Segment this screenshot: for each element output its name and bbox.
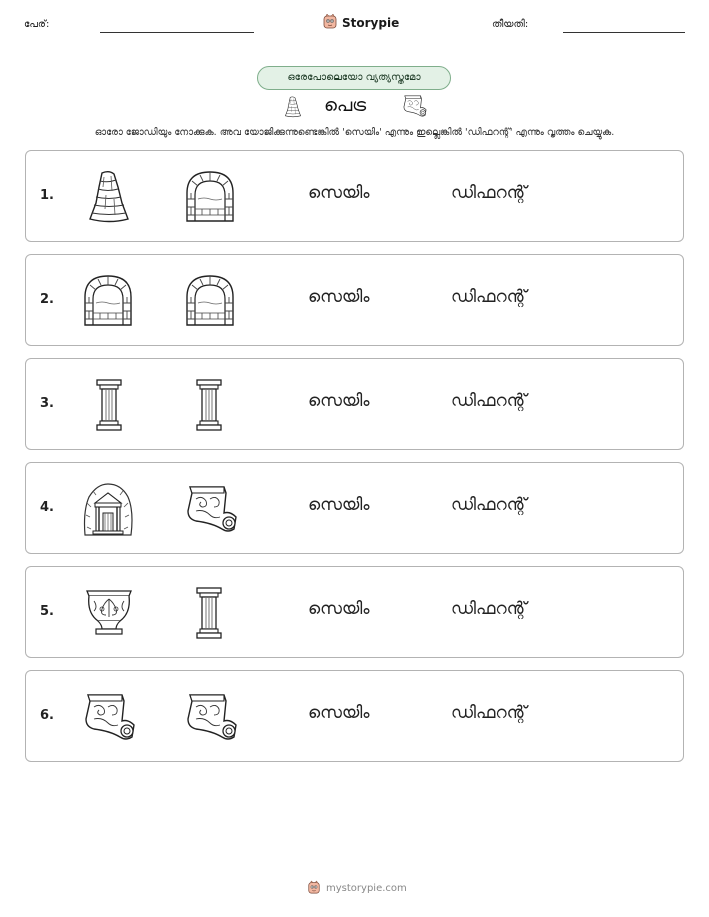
same-option[interactable]: സെയിം [308,287,370,307]
different-option[interactable]: ഡിഫറന്റ് [451,287,527,307]
footer-url[interactable]: mystorypie.com [326,883,407,894]
same-option[interactable]: സെയിം [308,599,370,619]
date-label: തീയതി: [492,19,529,30]
treasury-facade-icon [81,481,135,537]
carved-relief-icon [184,691,240,743]
question-row-2 [25,254,684,346]
different-option[interactable]: ഡിഫറന്റ് [451,183,527,203]
question-row-4 [25,462,684,554]
different-option[interactable]: ഡിഫറന്റ് [451,599,527,619]
question-number: 4. [40,500,54,515]
question-number: 6. [40,708,54,723]
carved-relief-icon [184,483,240,535]
instructions: ഓരോ ജോഡിയും നോക്കുക. അവ യോജിക്കുന്നുണ്ടെങ്കിൽ 'സെയിം' എന്നും ഇല്ലെങ്കിൽ 'ഡിഫറന്റ്' എന്നും വൃത്തം ചെയ്യുക. [94,127,615,138]
column-icon [194,377,224,433]
question-number: 1. [40,188,54,203]
same-option[interactable]: സെയിം [308,495,370,515]
urn-icon [82,587,136,639]
same-option[interactable]: സെയിം [308,391,370,411]
footer [307,880,407,897]
different-option[interactable]: ഡിഫറന്റ് [451,391,527,411]
name-label: പേര്: [24,19,50,30]
carved-relief-icon [401,94,429,122]
name-field[interactable] [100,32,254,33]
question-row-6 [25,670,684,762]
title-row [0,92,709,124]
worksheet-type-badge: ഒരേപോലെയോ വ്യത്യസ്തമോ [257,66,451,90]
storypie-mascot-icon [307,880,321,897]
date-field[interactable] [563,32,685,33]
carved-relief-icon [82,691,138,743]
same-option[interactable]: സെയിം [308,183,370,203]
same-option[interactable]: സെയിം [308,703,370,723]
column-icon [194,585,224,641]
stone-arch-icon [184,169,236,223]
question-number: 3. [40,396,54,411]
different-option[interactable]: ഡിഫറന്റ് [451,495,527,515]
question-number: 2. [40,292,54,307]
stone-arch-icon [82,273,134,327]
stone-arch-icon [184,273,236,327]
question-row-1 [25,150,684,242]
brand-name: Storypie [342,16,400,30]
storypie-logo [322,13,399,33]
page-title: പെട്ര [324,95,367,116]
rock-formation-icon [283,92,303,126]
rock-formation-icon [84,169,134,225]
storypie-mascot-icon [322,13,338,33]
column-icon [94,377,124,433]
question-number: 5. [40,604,54,619]
question-row-5 [25,566,684,658]
different-option[interactable]: ഡിഫറന്റ് [451,703,527,723]
question-row-3 [25,358,684,450]
